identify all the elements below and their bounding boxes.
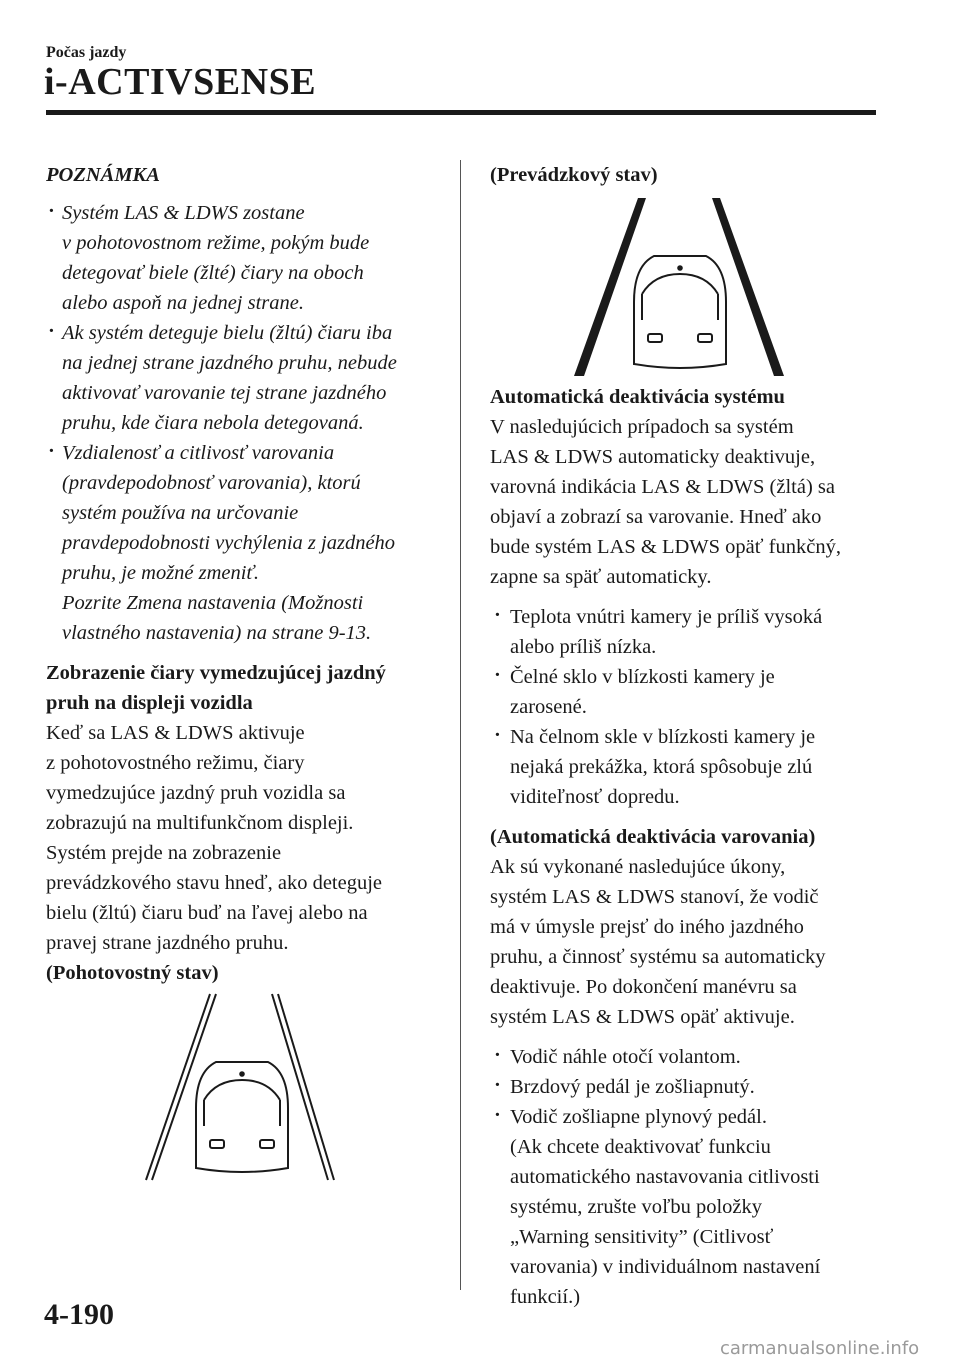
standby-figure-label: (Pohotovostný stav) — [46, 962, 219, 984]
section-label: Počas jazdy — [46, 44, 127, 61]
condition-item-2: · Čelné sklo v blízkosti kamery je zarosené. — [490, 662, 890, 722]
display-lines-heading: Zobrazenie čiary vymedzujúcej jazdný pruh na displeji vozidla — [46, 662, 386, 714]
condition-item-3: · Na čelnom skle v blízkosti kamery je nejaká prekážka, ktorá spôsobuje zlú viditeľnosť dopredu. — [490, 722, 890, 812]
operating-state-illustration — [490, 190, 890, 382]
page-title: i-ACTIVSENSE — [44, 61, 317, 103]
column-divider — [460, 160, 461, 1290]
lane-line-right — [272, 994, 334, 1180]
warning-deactivation-paragraph: Ak sú vykonané nasledujúce úkony, systém LAS & LDWS stanoví, že vodič má v úmysle prejsť do iného jazdného pruhu, a činnosť systému sa automaticky deaktivuje. Po dokončení manévru sa systém LAS & LDWS opäť aktivuje. — [490, 856, 826, 1028]
note-item-2: · Ak systém deteguje bielu (žltú) čiaru iba na jednej strane jazdného pruhu, nebude aktivovať varovanie tej strane jazdného pruhu, kde čiara nebola detegovaná. — [46, 318, 446, 438]
operating-figure-label: (Prevádzkový stav) — [490, 164, 658, 186]
header-rule — [46, 110, 876, 115]
display-lines-paragraph: Keď sa LAS & LDWS aktivuje z pohotovostného režimu, čiary vymedzujúce jazdný pruh vozidla sa zobrazujú na multifunkčnom displeji. Systém prejde na zobrazenie prevádzkového stavu hneď, ako deteguje bielu (žltú) čiaru buď na ľavej alebo na pravej strane jazdného pruhu. — [46, 722, 383, 954]
action-item-1: · Vodič náhle otočí volantom. — [490, 1042, 890, 1072]
note-heading: POZNÁMKA — [46, 164, 160, 186]
auto-deactivation-paragraph: V nasledujúcich prípadoch sa systém LAS & LDWS automaticky deaktivuje, varovná indikácia LAS & LDWS (žltá) sa objaví a zobrazí sa varovanie. Hneď ako bude systém LAS & LDWS opäť funkčný, zapne sa späť automaticky. — [490, 416, 841, 588]
page-number: 4-190 — [44, 1298, 114, 1331]
vehicle-icon — [196, 1062, 288, 1172]
note-item-3: · Vzdialenosť a citlivosť varovania (pravdepodobnosť varovania), ktorú systém používa na určovanie pravdepodobnosti vychýlenia z jazdného pruhu, je možné zmeniť. Pozrite Zmena nastavenia (Možnosti vlastného nastavenia) na strane 9-13. — [46, 438, 446, 648]
auto-deactivation-heading: Automatická deaktivácia systému — [490, 386, 785, 408]
note-item-1: · Systém LAS & LDWS zostane v pohotovostnom režime, pokým bude detegovať biele (žlté) čiary na oboch alebo aspoň na jednej strane. — [46, 198, 446, 318]
lane-line-left — [146, 994, 216, 1180]
left-column — [46, 160, 446, 1188]
action-item-2: · Brzdový pedál je zošliapnutý. — [490, 1072, 890, 1102]
lane-line-right — [712, 198, 784, 376]
action-item-3: · Vodič zošliapne plynový pedál. (Ak chcete deaktivovať funkciu automatického nastavovania citlivosti systému, zrušte voľbu položky „Warning sensitivity” (Citlivosť varovania) v individuálnom nastavení funkcií.) — [490, 1102, 890, 1312]
warning-deactivation-heading: (Automatická deaktivácia varovania) — [490, 826, 816, 848]
right-column — [490, 160, 890, 1312]
site-watermark: carmanualsonline.info — [720, 1338, 920, 1359]
condition-item-1: · Teplota vnútri kamery je príliš vysoká alebo príliš nízka. — [490, 602, 890, 662]
vehicle-icon — [634, 256, 726, 368]
standby-state-illustration — [46, 988, 446, 1188]
